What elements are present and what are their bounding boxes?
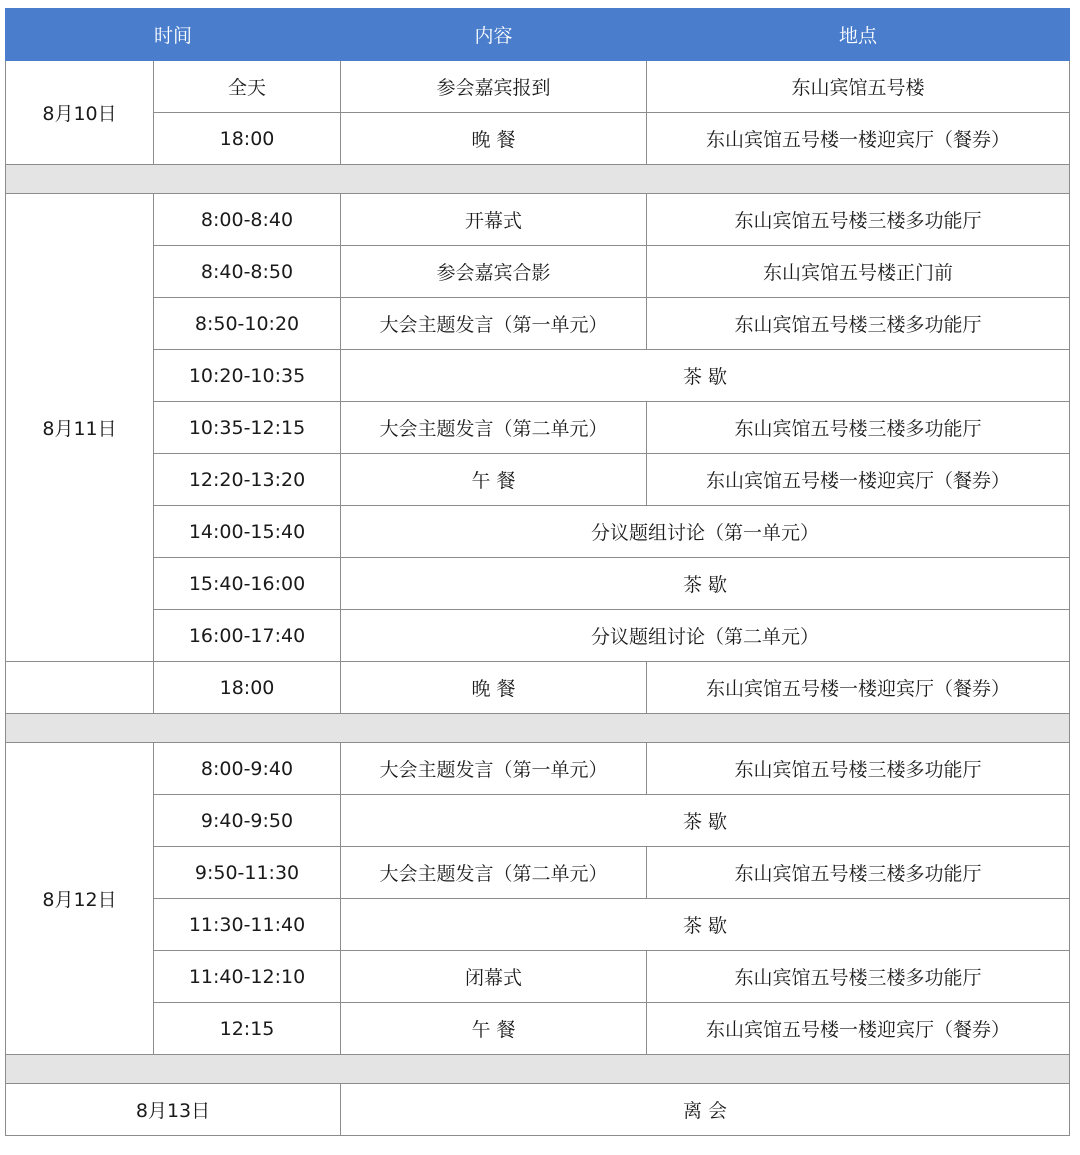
- place-cell: 东山宾馆五号楼三楼多功能厅: [647, 402, 1070, 454]
- table-row: [6, 1003, 1070, 1055]
- content-cell: 大会主题发言（第一单元）: [341, 298, 647, 350]
- table-row: [6, 951, 1070, 1003]
- time-cell: 8:00-9:40: [154, 743, 341, 795]
- time-cell: 11:30-11:40: [154, 899, 341, 951]
- place-cell: 东山宾馆五号楼三楼多功能厅: [647, 194, 1070, 246]
- content-cell: 大会主题发言（第二单元）: [341, 402, 647, 454]
- time-cell: 12:15: [154, 1003, 341, 1055]
- time-cell: 18:00: [154, 113, 341, 165]
- time-cell: 11:40-12:10: [154, 951, 341, 1003]
- content-cell: 晚 餐: [341, 662, 647, 714]
- time-cell: 10:20-10:35: [154, 350, 341, 402]
- table-row: [6, 558, 1070, 610]
- content-cell: 晚 餐: [341, 113, 647, 165]
- schedule-table: [5, 8, 1070, 1136]
- date-cell: 8月12日: [6, 743, 154, 1055]
- time-cell: 全天: [154, 61, 341, 113]
- header-content: 内容: [341, 9, 647, 61]
- time-cell: 8:40-8:50: [154, 246, 341, 298]
- time-cell: 12:20-13:20: [154, 454, 341, 506]
- table-row: [6, 506, 1070, 558]
- header-row: [6, 9, 1070, 61]
- table-row: [6, 1084, 1070, 1136]
- table-row: [6, 298, 1070, 350]
- place-cell: 东山宾馆五号楼一楼迎宾厅（餐券）: [647, 662, 1070, 714]
- table-row: [6, 795, 1070, 847]
- separator-cell: [6, 1055, 1070, 1084]
- content-cell: 大会主题发言（第一单元）: [341, 743, 647, 795]
- date-cell: 8月11日: [6, 194, 154, 662]
- table-row: [6, 350, 1070, 402]
- merged-cell: 茶 歇: [341, 795, 1070, 847]
- separator-cell: [6, 714, 1070, 743]
- separator-cell: [6, 165, 1070, 194]
- table-row: [6, 454, 1070, 506]
- time-cell: 16:00-17:40: [154, 610, 341, 662]
- time-cell: 8:50-10:20: [154, 298, 341, 350]
- separator-row: [6, 714, 1070, 743]
- merged-cell: 茶 歇: [341, 558, 1070, 610]
- time-cell: 9:50-11:30: [154, 847, 341, 899]
- place-cell: 东山宾馆五号楼正门前: [647, 246, 1070, 298]
- merged-cell: 分议题组讨论（第一单元）: [341, 506, 1070, 558]
- time-cell: 14:00-15:40: [154, 506, 341, 558]
- empty-date-cell: [6, 662, 154, 714]
- table-row: [6, 61, 1070, 113]
- place-cell: 东山宾馆五号楼: [647, 61, 1070, 113]
- place-cell: 东山宾馆五号楼三楼多功能厅: [647, 298, 1070, 350]
- content-cell: 开幕式: [341, 194, 647, 246]
- time-cell: 9:40-9:50: [154, 795, 341, 847]
- table-row: [6, 402, 1070, 454]
- place-cell: 东山宾馆五号楼一楼迎宾厅（餐券）: [647, 454, 1070, 506]
- table-row: [6, 610, 1070, 662]
- place-cell: 东山宾馆五号楼一楼迎宾厅（餐券）: [647, 1003, 1070, 1055]
- place-cell: 东山宾馆五号楼一楼迎宾厅（餐券）: [647, 113, 1070, 165]
- header-time: 时间: [6, 9, 341, 61]
- table-row: [6, 899, 1070, 951]
- merged-cell: 离 会: [341, 1084, 1070, 1136]
- table-row: [6, 113, 1070, 165]
- table-row: [6, 662, 1070, 714]
- content-cell: 闭幕式: [341, 951, 647, 1003]
- time-cell: 15:40-16:00: [154, 558, 341, 610]
- place-cell: 东山宾馆五号楼三楼多功能厅: [647, 951, 1070, 1003]
- content-cell: 大会主题发言（第二单元）: [341, 847, 647, 899]
- table-row: [6, 194, 1070, 246]
- time-cell: 10:35-12:15: [154, 402, 341, 454]
- content-cell: 午 餐: [341, 1003, 647, 1055]
- merged-cell: 茶 歇: [341, 350, 1070, 402]
- place-cell: 东山宾馆五号楼三楼多功能厅: [647, 847, 1070, 899]
- merged-cell: 分议题组讨论（第二单元）: [341, 610, 1070, 662]
- content-cell: 午 餐: [341, 454, 647, 506]
- date-cell: 8月13日: [6, 1084, 341, 1136]
- table-row: [6, 743, 1070, 795]
- merged-cell: 茶 歇: [341, 899, 1070, 951]
- date-cell: 8月10日: [6, 61, 154, 165]
- content-cell: 参会嘉宾报到: [341, 61, 647, 113]
- time-cell: 8:00-8:40: [154, 194, 341, 246]
- time-cell: 18:00: [154, 662, 341, 714]
- place-cell: 东山宾馆五号楼三楼多功能厅: [647, 743, 1070, 795]
- content-cell: 参会嘉宾合影: [341, 246, 647, 298]
- table-row: [6, 246, 1070, 298]
- header-place: 地点: [647, 9, 1070, 61]
- table-row: [6, 847, 1070, 899]
- schedule-container: [5, 8, 1070, 1136]
- separator-row: [6, 165, 1070, 194]
- separator-row: [6, 1055, 1070, 1084]
